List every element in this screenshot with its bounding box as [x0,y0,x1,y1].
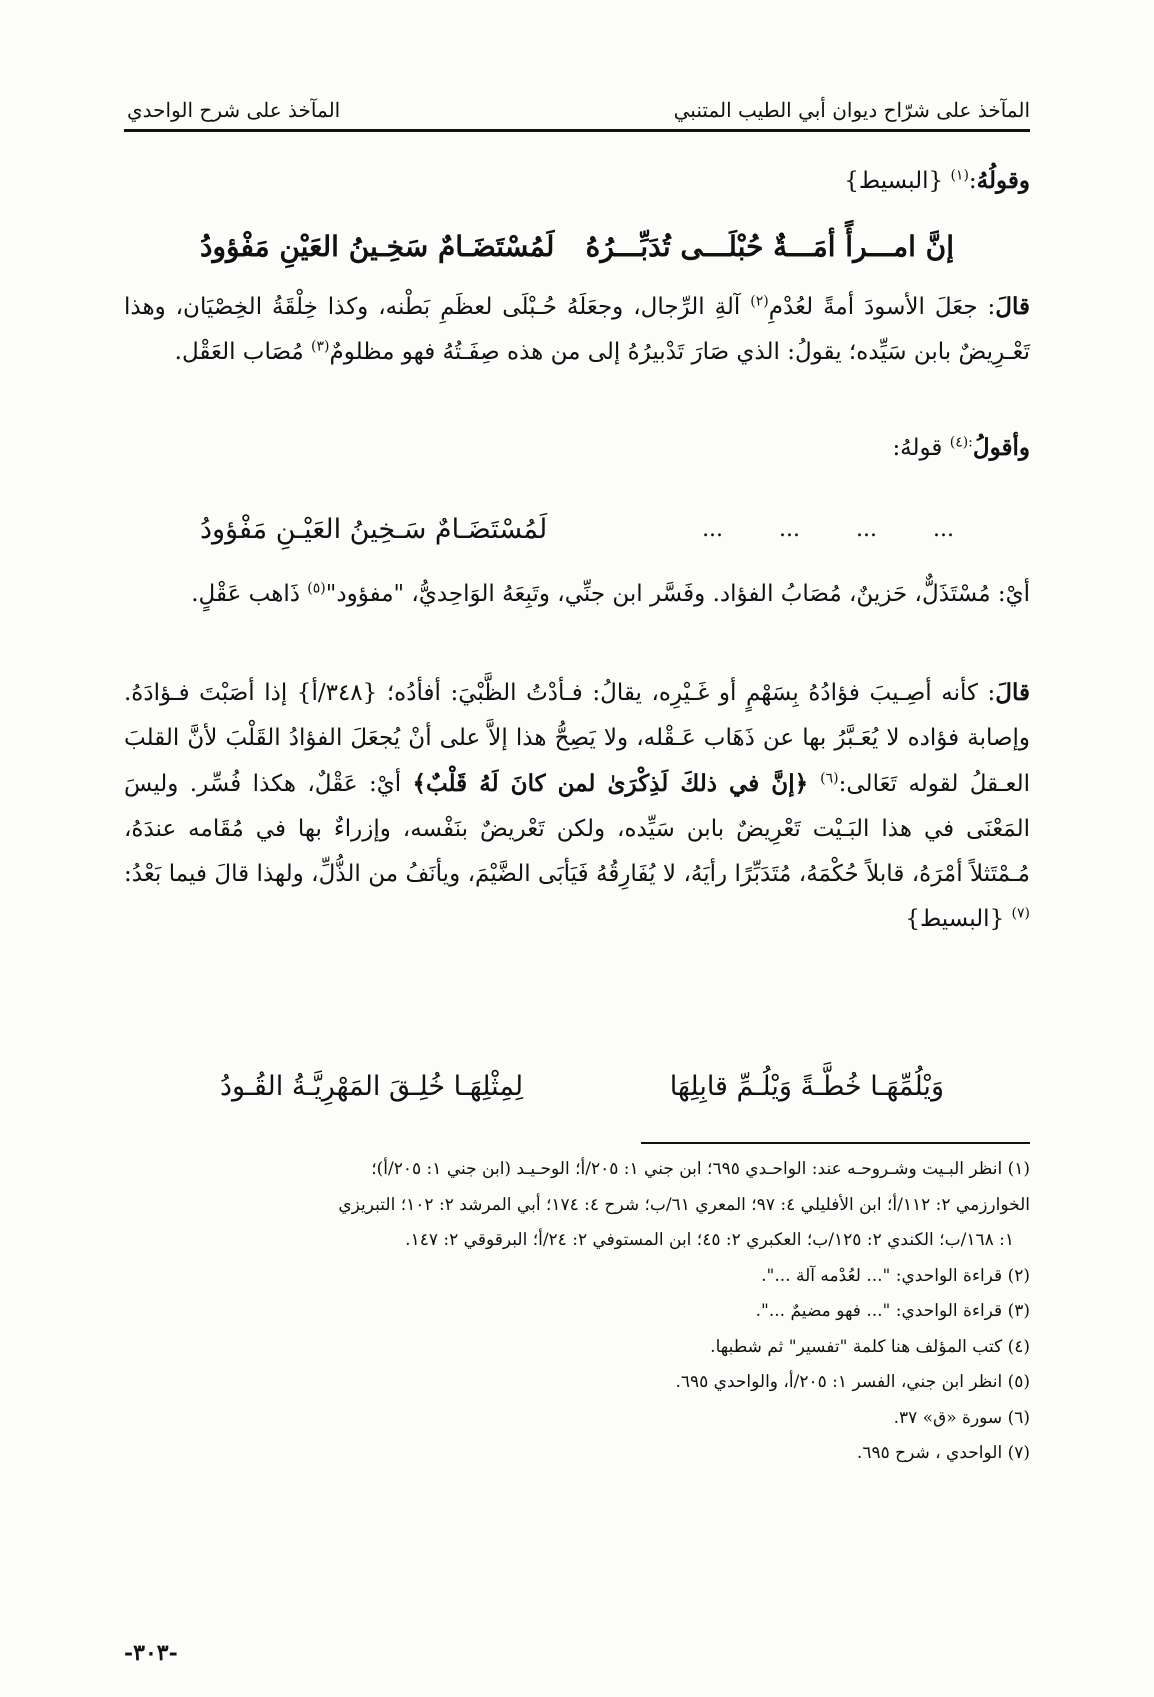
footnote-ref-2: (٢) [750,293,769,310]
footnotes [124,1152,1030,1472]
header-section-title: المآخذ على شرح الواحدي [127,98,341,122]
ellipsis: ... [779,516,801,542]
commentary-text: أيْ: مُسْتَذَلٌّ، حَزينٌ، مُصَابُ الفؤاد. وفَسَّر ابن جنِّي، وتَبِعَهُ الوَاحِديُّ، "مفؤود" [325,581,1030,607]
aqul-lead: وأقولُ [972,434,1030,461]
footnote-line: ١: ١٦٨/ب؛ الكندي ٢: ١٢٥/ب؛ العكبري ٢: ٤٥؛ ابن المستوفي ٢: ٢٤/أ؛ البرقوقي ٢: ١٤٧. [405,1230,1014,1250]
footnote-line: الخوارزمي ٢: ١١٢/أ؛ ابن الأفليلي ٤: ٩٧؛ المعري ٦١/ب؛ شرح ٤: ١٧٤؛ أبي المرشد ٢: ١٠٢؛ التبريزي [338,1194,1030,1215]
verse-1-second-hemistich: لَمُسْتَضَـامٌ سَخِـينُ العَيْنِ مَفْؤودُ [200,229,555,263]
ellipsis: ... [702,516,724,542]
footnote-ref-7: (٧) [1011,905,1030,922]
footnote-line: (٢) قراءة الواحدي: "... لعُدْمه آلة ...". [761,1265,1030,1286]
commentary-paragraph-1 [124,284,1030,375]
commentary-paragraph-2 [124,572,1030,617]
commentary-text: ذَاهب عَقْلٍ. [191,581,308,607]
verse-2 [200,505,954,553]
header-book-title: المآخذ على شرّاح ديوان أبي الطيب المتنبي [673,98,1030,122]
footnote-ref-1: (١) [950,167,969,184]
verse-3-first-hemistich: وَيْلُمِّهَـا خُطَّـةً وَيْلُـمِّ قابِلِهَا [669,1070,944,1102]
ellipsis-hemistich [702,517,954,542]
footnote-line: (٤) كتب المؤلف هنا كلمة "تفسير" ثم شطبها. [710,1336,1030,1357]
running-header [127,82,1030,122]
intro-line: وقولُهُ:$^{(١)}$ {البسيط} [844,167,1030,194]
footnote-line: (٧) الواحدي ، شرح ٦٩٥. [856,1443,1030,1463]
qal-lead: قالَ [995,293,1031,320]
aqul-text: قولهُ: [892,435,950,461]
footnote-line: (٦) سورة «ق» ٣٧. [893,1407,1030,1428]
footnote-ref-4: :(٤) [949,434,973,451]
ellipsis: ... [933,516,954,542]
footnote-rule [641,1142,1030,1144]
meter-label: {البسيط} [844,168,944,194]
ellipsis: ... [856,516,878,542]
qal-lead: قالَ [995,679,1031,706]
commentary-text: : جعَلَ الأسودَ أمةً لعُدْمِ [768,294,996,320]
commentary-text: مُصَاب العَقْل. [174,339,312,365]
commentary-text: أيْ: عَقْلٌ، هكذا فُسِّر. وليسَ المَعْنَى في هذا البَـيْت تَعْرِيضٌ بابن سَيِّده، ولكن تَعْريضٌ بنَفْسه، وإزراءٌ بها في مُقَامه عندَهُ، مُـمْتَثلاً أمْرَهُ، قابلاً حُكْمَهُ، مُتَدَبِّرًا رأيَهُ، لا يُفَارِقُهُ فَيَأبَى الضَّيْمَ، ويأنَفُ من الذُّلِّ، ولهذا قالَ فيما بَعْدُ: [124,771,1030,887]
header-rule [124,129,1030,132]
quran-quote: ﴿إنَّ في ذلكَ لَذِكْرَىٰ لمن كانَ لَهُ قَلْبٌ﴾ [412,770,821,797]
intro-lead: وقولُهُ [976,167,1030,194]
footnote-line: (١) انظر البـيت وشـروحـه عند: الواحـدي ٦٩٥؛ ابن جني ١: ٢٠٥/أ؛ الوحـيـد (ابن جني ١: ٢٠٥/أ)؛ [371,1159,1030,1179]
verse-2-second-hemistich: لَمُسْتَضَـامٌ سَـخِينُ العَيْـنِ مَفْؤودُ [200,513,548,545]
footnote-line: (٥) انظر ابن جني، الفسر ١: ٢٠٥/أ، والواحدي ٦٩٥. [675,1372,1030,1392]
commentary-paragraph-3 [124,670,1030,942]
footnote-ref-5: (٥) [307,580,326,597]
footnote-line: (٣) قراءة الواحدي: "... فهو مضيمٌ ...". [755,1301,1030,1321]
verse-3-second-hemistich: لِمِثْلِهَـا خُلِـقَ المَهْرِيَّـةُ القُـودُ [220,1070,524,1102]
footnote-ref-3: (٣) [311,338,330,355]
commentary-text: : كأنه أصِـيبَ فؤادُهُ بِسَهْمٍ أو غَـيْرِه، يقالُ: فـأدْتُ الظَّبْيَ: أفأدُه؛ {٣٤٨/أ} إذا أصَبْتَ فـؤادَهُ. وإصابة فؤاده لا يُعَـبَّرُ بها عن ذَهَاب عَـقْله، ولا يَصِحُّ هذا إلاَّ على أنْ يُجعَلَ الفؤادُ القَلْبَ لأنَّ القلبَ العـقلُ لقوله تَعَالى: [124,680,1031,797]
page-number: -٣٠٣- [124,1640,178,1666]
verse-1 [200,222,954,270]
verse-1-first-hemistich: إنَّ امـــرأً أمَـــةٌ حُبْلَـــى تُدَبِّـــرُهُ [585,229,954,263]
aqul-line [124,425,1030,471]
verse-3 [220,1062,944,1110]
footnote-ref-6: (٦) [820,770,839,787]
meter-label: {البسيط} [905,906,1012,932]
commentary-text: آلةِ الرِّجال، وجعَلَهُ حُـبْلَى لعظَمِ بَطْنه، وكذا خِلْقَةُ الخِصْيَان، وهذا تَعْـرِيضٌ بابن سَيِّده؛ يقولُ: الذي صَارَ تَدْبيرُهُ إلى من هذه صِفَـتُهُ فهو مظلومٌ [124,294,1030,365]
